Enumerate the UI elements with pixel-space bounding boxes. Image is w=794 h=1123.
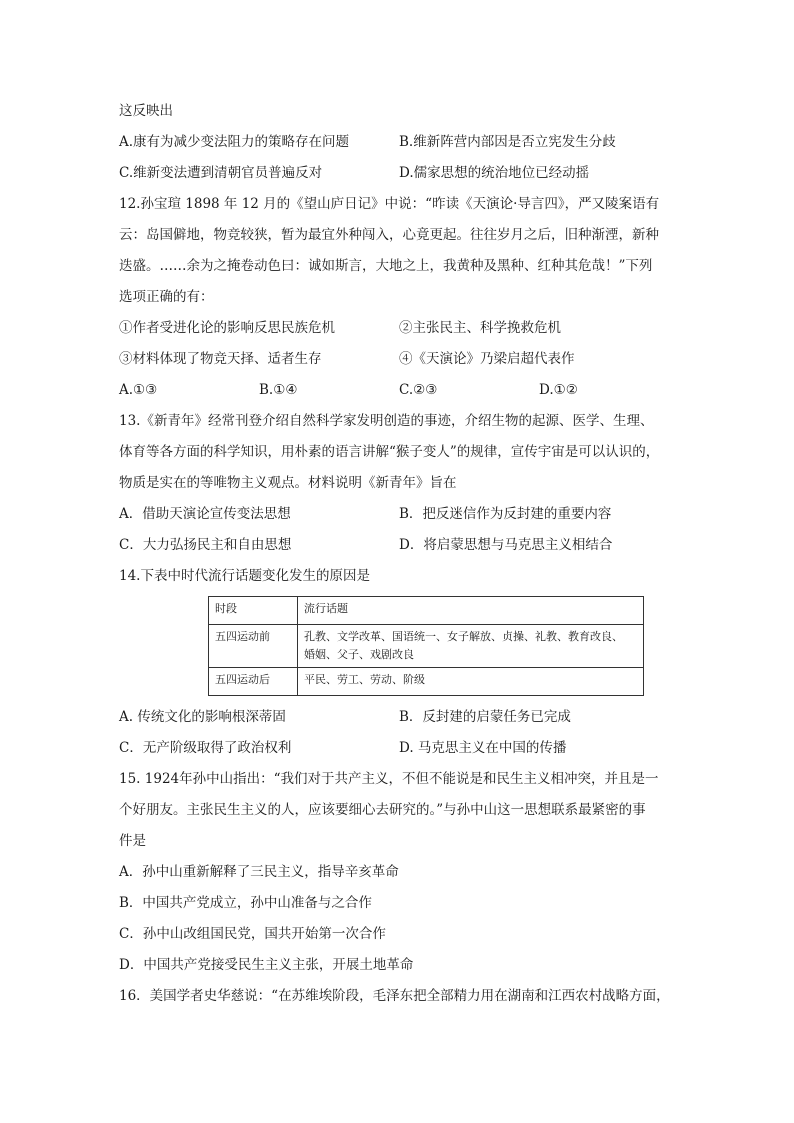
table-header-row xyxy=(209,597,644,625)
q12-stem-line: 选项正确的有： xyxy=(119,289,214,305)
q15-option-d: D．中国共产党接受民生主义主张，开展土地革命 xyxy=(119,957,414,973)
q12-statements-row-1 xyxy=(119,313,679,344)
table-row xyxy=(209,668,644,696)
q14-stem: 14.下表中时代流行话题变化发生的原因是 xyxy=(119,568,370,584)
exam-page xyxy=(119,96,679,1012)
q15-stem-line: 15. 1924年孙中山指出：“我们对于共产主义，不但不能说是和民生主义相冲突，并且是一 xyxy=(119,771,659,787)
q13-option-a: A．借助天演论宣传变法思想 xyxy=(119,506,291,522)
table-cell-period: 五四运动前 xyxy=(209,625,298,668)
q13-options-row-1 xyxy=(119,499,679,530)
q13-options-row-2 xyxy=(119,530,679,561)
q14-option-d: D. 马克思主义在中国的传播 xyxy=(399,740,567,756)
q12-statement-2: ②主张民主、科学挽救危机 xyxy=(399,320,561,336)
q13-option-d: D．将启蒙思想与马克思主义相结合 xyxy=(399,537,613,553)
q14-option-b: B．反封建的启蒙任务已完成 xyxy=(399,709,571,725)
table-cell-topics-line: 婚姻、父子、戏剧改良 xyxy=(304,648,414,661)
q12-statement-3: ③材料体现了物竞天择、适者生存 xyxy=(119,351,322,367)
q15-option-c: C．孙中山改组国民党，国共开始第一次合作 xyxy=(119,926,386,942)
q12-option-a: A.①③ xyxy=(119,382,158,398)
table-cell-period: 五四运动后 xyxy=(209,668,298,696)
q13-stem-line: 13.《新青年》经常刊登介绍自然科学家发明创造的事迹，介绍生物的起源、医学、生理、 xyxy=(119,413,654,429)
q14-options-row-2 xyxy=(119,733,679,764)
q12-stem-line: 云：岛国僻地，物竞较狭，暂为最宜外种闯入，心竟更起。往往岁月之后，旧种渐湮，新种 xyxy=(119,227,659,243)
q12-statement-4: ④《天演论》乃梁启超代表作 xyxy=(399,351,575,367)
q15-option-a: A．孙中山重新解释了三民主义，指导辛亥革命 xyxy=(119,864,399,880)
q12-statement-1: ①作者受进化论的影响反思民族危机 xyxy=(119,320,335,336)
q11-options-row-1 xyxy=(119,127,679,158)
q12-stem-line: 迭盛。……余为之掩卷动色曰：诚如斯言，大地之上，我黄种及黑种、红种其危哉！”下列 xyxy=(119,258,653,274)
q12-stem-line: 12.孙宝瑄 1898 年 12 月的《望山庐日记》中说：“昨读《天演论·导言四》，严又陵案语有 xyxy=(119,196,660,212)
q11-option-b: B.维新阵营内部因是否立宪发生分歧 xyxy=(399,134,616,150)
table-cell-topics-line: 孔教、文学改革、国语统一、女子解放、贞操、礼教、教育改良、 xyxy=(304,630,623,643)
q11-options-row-2 xyxy=(119,158,679,189)
q14-option-c: C．无产阶级取得了政治权利 xyxy=(119,740,292,756)
q14-option-a: A. 传统文化的影响根深蒂固 xyxy=(119,709,286,725)
q15-stem-line: 个好朋友。主张民生主义的人，应该要细心去研究的。”与孙中山这一思想联系最紧密的事 xyxy=(119,802,646,818)
table-header-period: 时段 xyxy=(209,597,298,625)
q16-stem-line: 16．美国学者史华慈说：“在苏维埃阶段，毛泽东把全部精力用在湖南和江西农村战略方面， xyxy=(119,988,670,1004)
q11-option-c: C.维新变法遭到清朝官员普遍反对 xyxy=(119,165,323,181)
q12-option-b: B.①④ xyxy=(259,382,298,398)
q12-options-row xyxy=(119,375,679,406)
q14-options-row-1 xyxy=(119,702,679,733)
q11-option-a: A.康有为减少变法阻力的策略存在问题 xyxy=(119,134,350,150)
q12-option-d: D.①② xyxy=(539,382,578,398)
table-cell-topics xyxy=(298,625,644,668)
q15-option-b: B．中国共产党成立，孙中山准备与之合作 xyxy=(119,895,372,911)
q12-option-c: C.②③ xyxy=(399,382,438,398)
q14-topic-table xyxy=(208,596,644,696)
q13-stem-line: 体育等各方面的科学知识，用朴素的语言讲解“猴子变人”的规律，宣传宇宙是可以认识的， xyxy=(119,444,660,460)
q13-stem-line: 物质是实在的等唯物主义观点。材料说明《新青年》旨在 xyxy=(119,475,457,491)
table-cell-topics: 平民、劳工、劳动、阶级 xyxy=(298,668,644,696)
q12-statements-row-2 xyxy=(119,344,679,375)
table-header-topics: 流行话题 xyxy=(298,597,644,625)
q11-option-d: D.儒家思想的统治地位已经动摇 xyxy=(399,165,590,181)
q11-stem-tail: 这反映出 xyxy=(119,103,173,119)
q13-option-c: C．大力弘扬民主和自由思想 xyxy=(119,537,292,553)
q13-option-b: B．把反迷信作为反封建的重要内容 xyxy=(399,506,612,522)
table-row xyxy=(209,625,644,668)
q15-stem-line: 件是 xyxy=(119,833,146,849)
